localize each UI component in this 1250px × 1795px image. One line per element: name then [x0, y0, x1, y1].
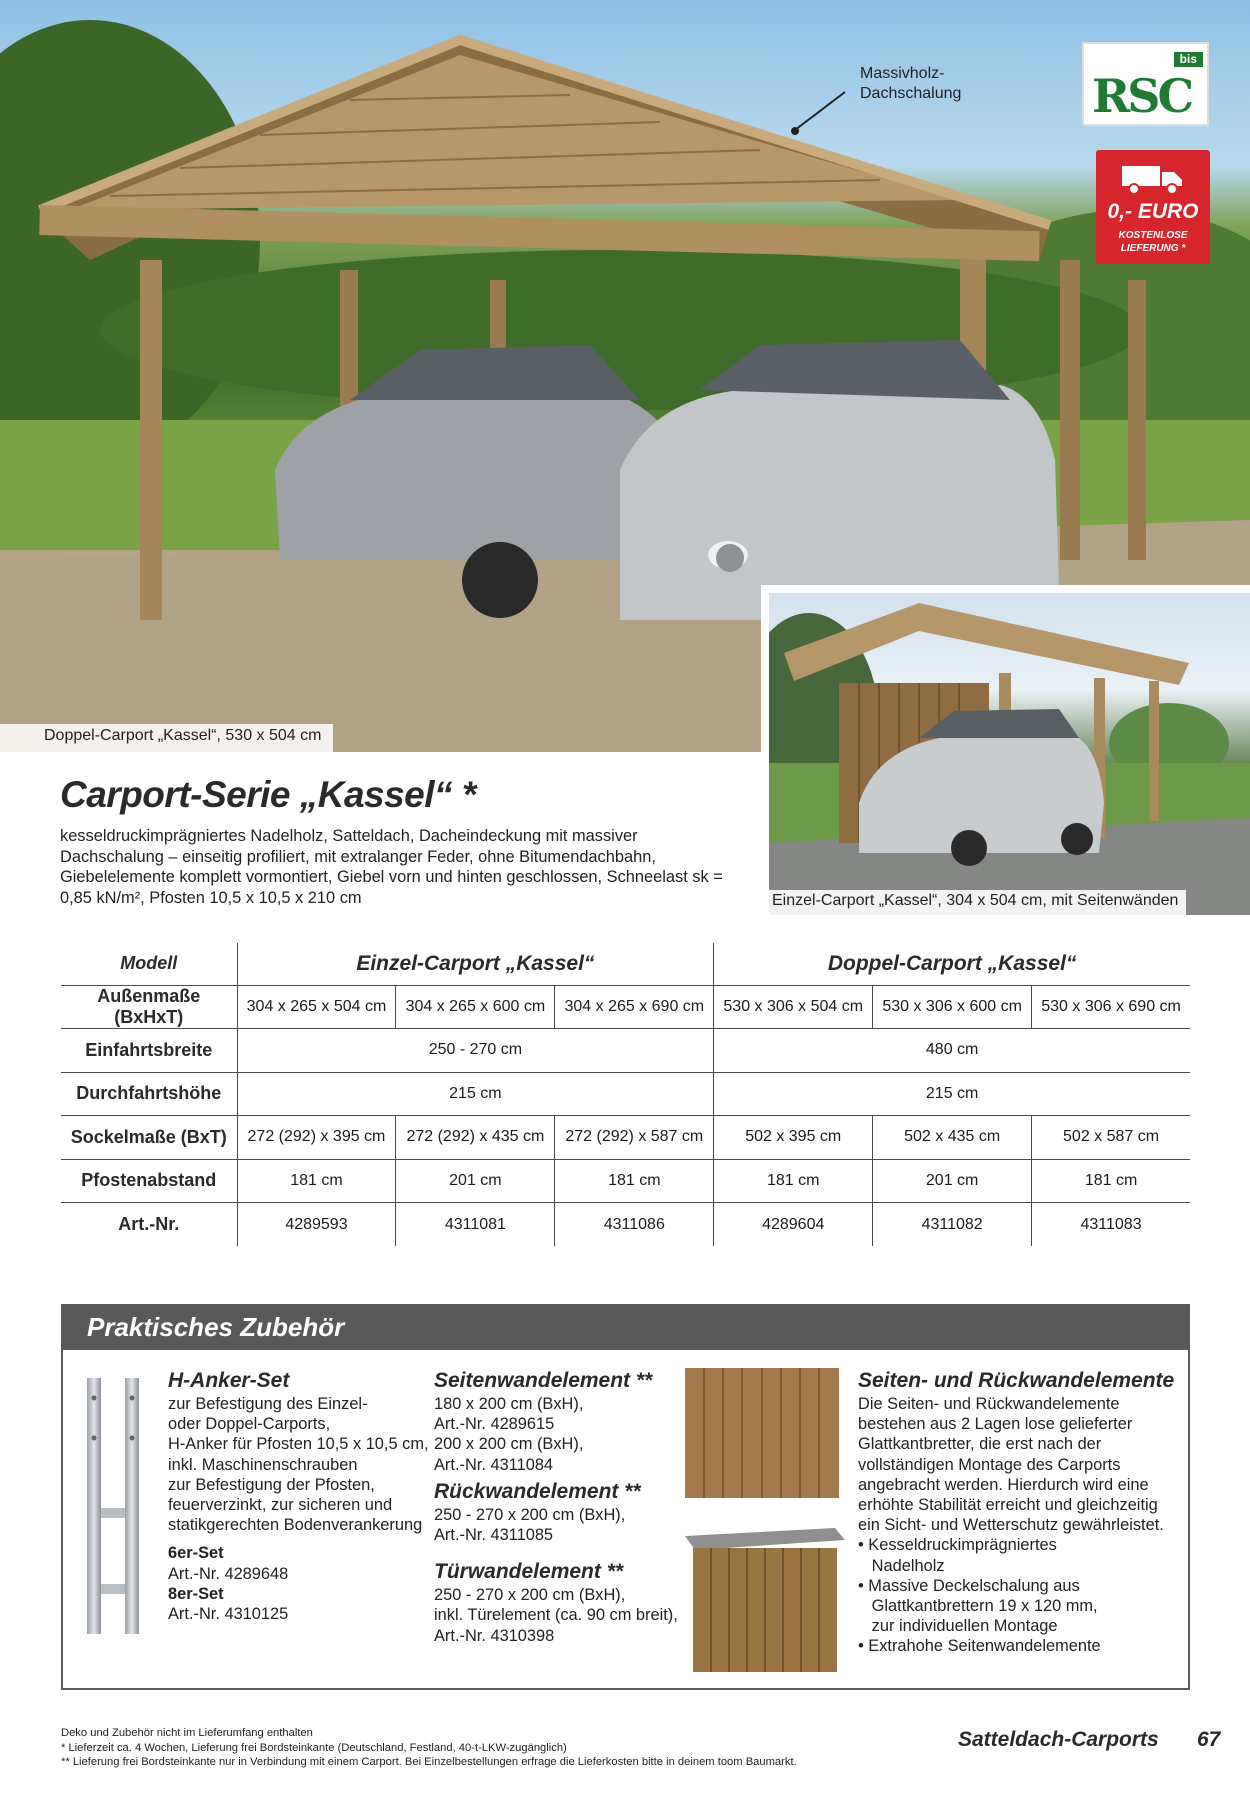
set6-art: Art.-Nr. 4289648: [168, 1564, 289, 1583]
hero-caption: Doppel-Carport „Kassel“, 530 x 504 cm: [0, 724, 333, 752]
table-cell: 480 cm: [714, 1029, 1190, 1073]
table-header-row: [61, 943, 1190, 985]
text-line: Art.-Nr. 4289615: [434, 1415, 555, 1434]
product-description: kesseldruckimprägniertes Nadelholz, Satteldach, Dacheindeckung mit massiver Dachschalung – einseitig profiliert, mit extralanger Feder, ohne Bitumendachbahn, Giebelelemente komplett vormontiert, Giebel vorn und hinten geschlossen, Schneelast sk = 0,85 kN/m², Pfosten 10,5 x 10,5 x 210 cm: [60, 827, 723, 907]
set6-label: 6er-Set: [168, 1544, 224, 1563]
text-line: 250 - 270 x 200 cm (BxH),: [434, 1505, 626, 1524]
accessories-box: [61, 1304, 1190, 1690]
text-line: zur Befestigung der Pfosten,: [168, 1475, 375, 1494]
table-cell: 272 (292) x 395 cm: [237, 1116, 396, 1160]
row-label: Durchfahrtshöhe: [61, 1072, 237, 1116]
badge-line1: KOSTENLOSE: [1118, 230, 1188, 241]
table-cell: 530 x 306 x 600 cm: [873, 985, 1032, 1029]
wood-panel-image: [685, 1368, 839, 1498]
footnote: ** Lieferung frei Bordsteinkante nur in Verbindung mit einem Carport. Bei Einzelbestellungen erfrage die Lieferkosten bitte in deinem toom Baumarkt.: [61, 1756, 797, 1768]
text-line: angebracht werden. Hierdurch wird eine: [858, 1475, 1149, 1494]
info-column: [858, 1368, 1188, 1657]
table-cell: 304 x 265 x 690 cm: [555, 985, 714, 1029]
free-delivery-badge: [1096, 150, 1210, 264]
text-line: inkl. Türelement (ca. 90 cm breit),: [434, 1606, 678, 1625]
footnotes: [61, 1726, 797, 1770]
text-line: 250 - 270 x 200 cm (BxH),: [434, 1586, 626, 1605]
row-label: Art.-Nr.: [118, 1214, 180, 1234]
bullet-line: • Extrahohe Seitenwandelemente: [858, 1637, 1101, 1656]
header-model: Modell: [61, 943, 237, 985]
table-cell: 502 x 395 cm: [714, 1116, 873, 1160]
set8-label: 8er-Set: [168, 1584, 224, 1603]
text-line: oder Doppel-Carports,: [168, 1415, 331, 1434]
inset-photo-frame: [761, 585, 1250, 915]
label-leader-line: [795, 92, 845, 130]
table-cell: 250 - 270 cm: [237, 1029, 714, 1073]
table-cell: 304 x 265 x 504 cm: [237, 985, 396, 1029]
roof-label-line1: Massivholz-: [860, 65, 945, 82]
row-label: Pfostenabstand: [61, 1159, 237, 1203]
rear-wall-title: Rückwandelement **: [434, 1479, 641, 1503]
single-carport-photo: [769, 593, 1250, 915]
bullet-line: • Massive Deckelschalung aus: [858, 1576, 1080, 1595]
text-line: Art.-Nr. 4311085: [434, 1526, 554, 1545]
logo-bis: bis: [1174, 52, 1203, 67]
page-number: 67: [1197, 1728, 1221, 1751]
table-cell: 4311083: [1032, 1203, 1190, 1247]
h-anchor-column: [168, 1368, 458, 1624]
table-cell: 272 (292) x 587 cm: [555, 1116, 714, 1160]
table-cell: 4311081: [396, 1203, 555, 1247]
table-cell: 530 x 306 x 690 cm: [1032, 985, 1190, 1029]
wall-element-image: [685, 1528, 845, 1672]
accessories-heading: Praktisches Zubehör: [63, 1306, 1188, 1350]
bullet-line: zur individuellen Montage: [858, 1617, 1058, 1636]
row-label: Sockelmaße (BxT): [61, 1116, 237, 1160]
text-line: Die Seiten- und Rückwandelemente: [858, 1395, 1120, 1413]
text-line: H-Anker für Pfosten 10,5 x 10,5 cm,: [168, 1435, 429, 1454]
logo-text: RSC: [1092, 69, 1192, 123]
table-cell: 4311086: [555, 1203, 714, 1247]
roof-label: [860, 64, 961, 104]
table-cell: 181 cm: [237, 1159, 396, 1203]
badge-price: 0,- EURO: [1107, 200, 1199, 223]
table-cell: 181 cm: [714, 1159, 873, 1203]
bullet-line: Glattkantbrettern 19 x 120 mm,: [858, 1597, 1098, 1616]
table-row: [61, 1116, 1190, 1160]
table-cell: 4289604: [714, 1203, 873, 1247]
row-label: Einfahrtsbreite: [61, 1029, 237, 1073]
spec-table: [61, 943, 1190, 1246]
table-row: [61, 985, 1190, 1029]
text-line: statikgerechten Bodenverankerung: [168, 1516, 423, 1535]
text-line: 200 x 200 cm (BxH),: [434, 1435, 584, 1454]
roof-label-line2: Dachschalung: [860, 85, 962, 102]
table-cell: 502 x 435 cm: [873, 1116, 1032, 1160]
table-cell: 181 cm: [555, 1159, 714, 1203]
header-single: Einzel-Carport „Kassel“: [237, 943, 714, 985]
table-cell: 272 (292) x 435 cm: [396, 1116, 555, 1160]
header-double: Doppel-Carport „Kassel“: [714, 943, 1190, 985]
row-label: Außenmaße (BxHxT): [61, 985, 237, 1029]
text-line: Art.-Nr. 4311084: [434, 1455, 554, 1474]
table-row: [61, 1072, 1190, 1116]
text-line: feuerverzinkt, zur sicheren und: [168, 1496, 393, 1515]
single-carport-illustration: [769, 593, 1250, 915]
badge-line2: LIEFERUNG *: [1120, 243, 1186, 254]
table-cell: 201 cm: [396, 1159, 555, 1203]
text-line: Art.-Nr. 4310398: [434, 1626, 555, 1645]
table-cell: 4311082: [873, 1203, 1032, 1247]
table-cell: 4289593: [237, 1203, 396, 1247]
table-cell: 502 x 587 cm: [1032, 1116, 1190, 1160]
text-line: 180 x 200 cm (BxH),: [434, 1395, 584, 1413]
table-row: [61, 1203, 1190, 1247]
section-name: Satteldach-Carports: [958, 1728, 1159, 1751]
table-cell: 181 cm: [1032, 1159, 1190, 1203]
h-anchor-title: H-Anker-Set: [168, 1369, 290, 1392]
table-row: [61, 1159, 1190, 1203]
page-title: Carport-Serie „Kassel“ *: [60, 774, 476, 815]
table-cell: 215 cm: [714, 1072, 1190, 1116]
door-wall-title: Türwandelement **: [434, 1560, 624, 1584]
bullet-line: Nadelholz: [858, 1556, 945, 1575]
info-title: Seiten- und Rückwandelemente: [858, 1369, 1175, 1392]
text-line: erhöhte Stabilität erreicht und gleichzeitig: [858, 1496, 1158, 1515]
set8-art: Art.-Nr. 4310125: [168, 1605, 289, 1624]
table-cell: 201 cm: [873, 1159, 1032, 1203]
text-line: inkl. Maschinenschrauben: [168, 1455, 358, 1474]
text-line: vollständigen Montage des Carports: [858, 1455, 1121, 1474]
table-cell: 215 cm: [237, 1072, 714, 1116]
side-wall-title: Seitenwandelement **: [434, 1369, 653, 1392]
bullet-line: • Kesseldruckimprägniertes: [858, 1536, 1057, 1555]
text-line: Glattkantbretter, die erst nach der: [858, 1435, 1102, 1454]
rsc-logo: [1082, 42, 1209, 126]
inset-caption: Einzel-Carport „Kassel“, 304 x 504 cm, mit Seitenwänden: [761, 890, 1186, 915]
h-anchor-image: [85, 1378, 141, 1634]
text-line: bestehen aus 2 Lagen lose gelieferter: [858, 1415, 1133, 1434]
table-row: [61, 1029, 1190, 1073]
footnote: * Lieferzeit ca. 4 Wochen, Lieferung frei Bordsteinkante (Deutschland, Festland, 40-t-LKW-zugänglich): [61, 1741, 567, 1754]
text-line: zur Befestigung des Einzel-: [168, 1395, 368, 1413]
footnote: Deko und Zubehör nicht im Lieferumfang enthalten: [61, 1727, 313, 1739]
text-line: ein Sicht- und Wetterschutz gewährleistet.: [858, 1516, 1164, 1535]
table-cell: 530 x 306 x 504 cm: [714, 985, 873, 1029]
wall-elements-column: [434, 1368, 679, 1646]
truck-icon: [1120, 162, 1186, 196]
table-cell: 304 x 265 x 600 cm: [396, 985, 555, 1029]
